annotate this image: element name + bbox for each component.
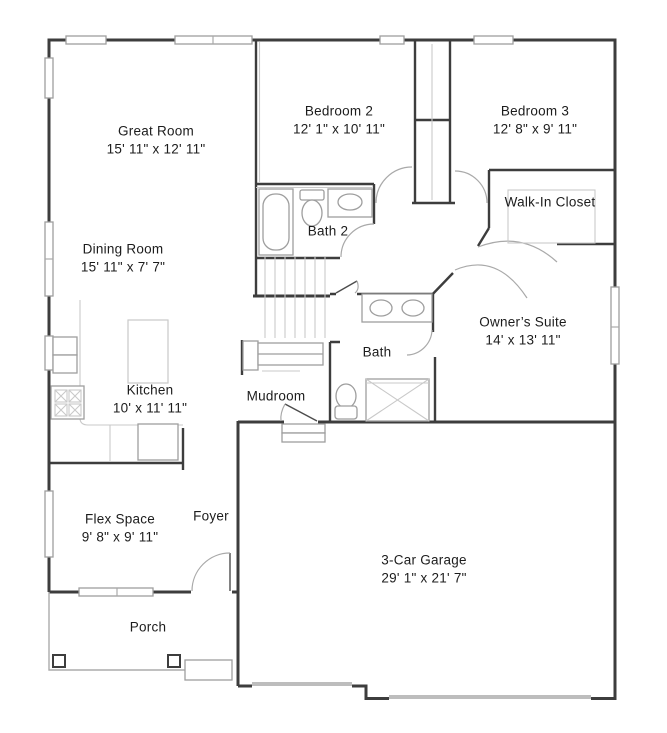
- kitchen-fixtures: [51, 300, 183, 461]
- greatroom-top-window: [66, 36, 106, 44]
- room-name: Bath 2: [307, 223, 349, 239]
- room-name: Foyer: [193, 508, 229, 524]
- room-label-bedroom-2: [293, 103, 385, 138]
- room-dims: 14' x 13' 11": [485, 332, 561, 347]
- walkin-closet-door-arc: [478, 241, 557, 262]
- room-name: Dining Room: [82, 241, 164, 257]
- room-label-dining-room: [81, 241, 165, 276]
- room-label-bath-2: [308, 222, 349, 240]
- room-dims: 12' 1" x 10' 11": [292, 121, 386, 136]
- room-name: Flex Space: [84, 511, 156, 527]
- toilet-room-door-leaf: [336, 281, 357, 293]
- flex-bottom-window: [79, 588, 153, 596]
- porch-post-right: [168, 655, 180, 667]
- bench-icon: [243, 341, 323, 371]
- bathtub-icon: [259, 189, 293, 255]
- double-vanity-icon: [362, 294, 432, 322]
- room-dims: 15' 11" x 12' 11": [106, 141, 206, 156]
- room-name: Walk-In Closet: [504, 194, 596, 210]
- room-name: Mudroom: [246, 388, 306, 404]
- bedroom2-window: [380, 36, 404, 44]
- room-dims: 15' 11" x 7' 7": [80, 259, 166, 274]
- room-name: 3-Car Garage: [381, 552, 467, 568]
- owners-suite-window: [611, 287, 619, 364]
- room-label-porch: [130, 618, 167, 636]
- room-name: Owner’s Suite: [479, 314, 567, 330]
- porch-steps: [185, 660, 232, 680]
- room-name: Great Room: [117, 123, 195, 139]
- kitchen-window: [45, 336, 53, 370]
- room-dims: 10' x 11' 11": [112, 400, 188, 415]
- room-label-great-room: [107, 123, 206, 158]
- room-label-bath: [363, 343, 392, 361]
- flex-left-window: [45, 491, 53, 557]
- vestibule-diagonal-walls: [428, 228, 489, 299]
- refrigerator-icon: [53, 337, 77, 373]
- room-label-kitchen: [113, 382, 187, 417]
- toilet-room-door-arc: [355, 281, 358, 293]
- room-dims: 12' 8" x 9' 11": [492, 121, 578, 136]
- garage-doors: [252, 684, 591, 697]
- room-label-owners-suite: [479, 314, 567, 349]
- toilet-icon-2: [335, 384, 357, 419]
- porch-post-left: [53, 655, 65, 667]
- bath-east-wall: [433, 293, 435, 422]
- room-name: Bedroom 2: [304, 103, 374, 119]
- toilet-icon: [300, 190, 324, 226]
- kitchen-island: [128, 320, 168, 383]
- room-label-garage: [381, 552, 467, 587]
- owners-suite-door-arc: [455, 265, 527, 298]
- room-name: Kitchen: [126, 382, 174, 398]
- room-dims: 9' 8" x 9' 11": [81, 529, 159, 544]
- range-icon: [51, 386, 84, 419]
- bedroom2-door-arc: [376, 167, 412, 203]
- room-label-walk-in-closet: [505, 193, 596, 211]
- room-name: Porch: [129, 619, 167, 635]
- kitchen-sink-icon: [138, 424, 178, 460]
- garage-steps: [282, 424, 325, 442]
- front-door-arc: [192, 553, 230, 591]
- room-label-foyer: [193, 507, 229, 525]
- porch-outline: [49, 592, 232, 680]
- vanity-sink-icon: [328, 189, 372, 217]
- room-name: Bedroom 3: [500, 103, 570, 119]
- room-name: Bath: [362, 344, 392, 360]
- garage-entry-door-arc: [281, 404, 285, 421]
- room-label-mudroom: [247, 387, 306, 405]
- greatroom-left-window: [45, 58, 53, 98]
- shower-icon: [366, 379, 429, 421]
- room-label-bedroom-3: [493, 103, 577, 138]
- bedroom3-window: [474, 36, 513, 44]
- room-label-flex-space: [82, 511, 159, 546]
- room-dims: 29' 1" x 21' 7": [381, 570, 467, 585]
- garage-entry-door-leaf: [285, 404, 317, 421]
- owners-bath-door-arc: [407, 330, 432, 355]
- bedroom3-door-arc: [455, 171, 487, 203]
